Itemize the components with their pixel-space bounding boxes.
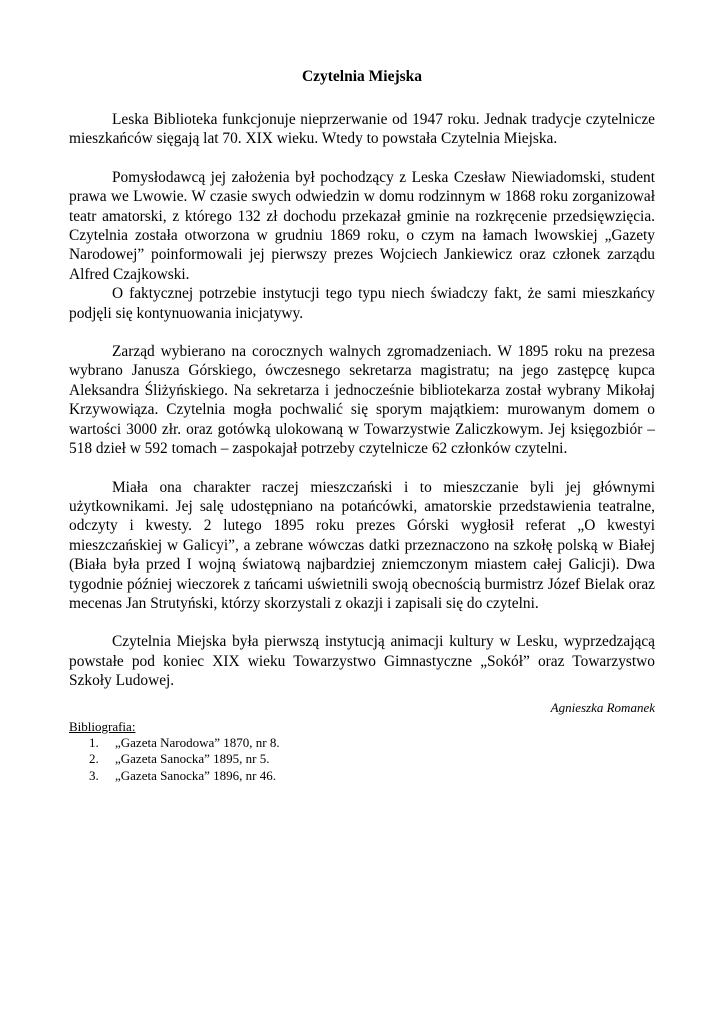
bibliography-item-number: 3. [89,767,99,783]
bibliography-item [69,768,655,785]
paragraph-gap [69,613,655,632]
bibliography-list [69,735,655,785]
paragraph-summary: Czytelnia Miejska była pierwszą instytucją animacji kultury w Lesku, wyprzedzającą powstałe pod koniec XIX wieku Towarzystwo Gimnastyczne „Sokół” oraz Towarzystwo Szkoły Ludowej. [69,633,655,690]
bibliography-item-text: „Gazeta Sanocka” 1896, nr 46. [115,767,276,783]
page-title: Czytelnia Miejska [301,68,423,85]
paragraph-gap [69,149,655,168]
bibliography-item-text: „Gazeta Sanocka” 1895, nr 5. [115,751,270,767]
bibliography-item-number: 1. [89,734,99,750]
paragraph-intro: Leska Biblioteka funkcjonuje nieprzerwanie od 1947 roku. Jednak tradycje czytelnicze mieszkańców sięgają lat 70. XIX wieku. Wtedy to powstała Czytelnia Miejska. [69,111,655,148]
paragraph-gap [69,323,655,342]
document-page [69,68,655,784]
paragraph-board: Zarząd wybierano na corocznych walnych zgromadzeniach. W 1895 roku na prezesa wybrano Janusza Górskiego, ówczesnego sekretarza magistratu; na jego zastępcę kupca Aleksandra Śliżyńskiego. Na sekretarza i jednocześnie bibliotekarza został wybrany Mikołaj Krzywowiąza. Czytelnia mogła pochwalić się sporym majątkiem: murowanym domem o wartości 3000 złr. oraz gotówką ulokowaną w Towarzystwie Zaliczkowym. Jej księgozbiór – 518 dzieł w 592 tomach – zaspokajał potrzeby czytelnicze 62 członków czytelni. [69,343,655,458]
bibliography-item-number: 2. [89,751,99,767]
bibliography-heading: Bibliografia: [69,718,136,734]
paragraph-founder: Pomysłodawcą jej założenia był pochodzący z Leska Czesław Niewiadomski, student prawa we Lwowie. W czasie swych odwiedzin w domu rodzinnym w 1868 roku zorganizował teatr amatorski, z którego 132 zł dochodu przekazał gminie na rozkręcenie przedsięwzięcia. Czytelnia została otworzona w grudniu 1869 roku, o czym na łamach lwowskiej „Gazety Narodowej” poinformowali jej pierwszy prezes Wojciech Jankiewicz oraz członek zarządu Alfred Czajkowski. [69,168,655,283]
bibliography-item-text: „Gazeta Narodowa” 1870, nr 8. [115,734,280,750]
author-signature: Agnieszka Romanek [550,699,655,715]
paragraph-character: Miała ona charakter raczej mieszczański i to mieszczanie byli jej głównymi użytkownikami. Jej salę udostępniano na potańcówki, amatorskie przedstawienia teatralne, odczyty i kwesty. 2 lutego 1895 roku prezes Górski wygłosił referat „O kwestyi mieszczańskiej w Galicyi”, a zebrane wówczas datki przeznaczono na szkołę polską w Białej (Biała była przed I wojną światową najbardziej zniemczonym miastem całej Galicji). Dwa tygodnie później wieczorek z tańcami uświetnili swoją obecnością burmistrz Józef Bielak oraz mecenas Jan Strutyński, którzy skorzystali z okazji i zapisali się do czytelni. [69,478,655,612]
bibliography-item [69,751,655,768]
paragraph-need: O faktycznej potrzebie instytucji tego typu niech świadczy fakt, że sami mieszkańcy podjęli się kontynuowania inicjatywy. [69,285,655,322]
bibliography-item [69,735,655,752]
paragraph-gap [69,459,655,478]
